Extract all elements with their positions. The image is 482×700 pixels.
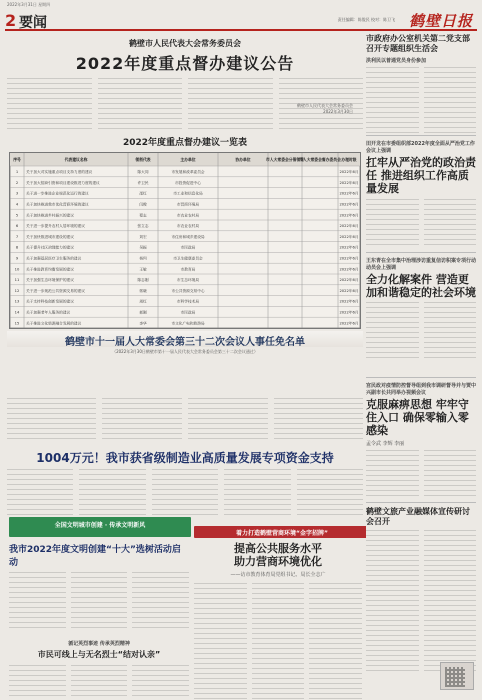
text-column	[71, 665, 128, 700]
table-cell: 王敏	[139, 267, 147, 272]
text-column	[309, 583, 362, 700]
table-cell: 11	[14, 278, 20, 283]
table-cell: 关于加大对实施重点项目支持力度的建议	[26, 170, 93, 175]
table-cell: 9	[15, 256, 19, 261]
martyr-article-title	[9, 640, 189, 660]
newspaper-header	[5, 9, 477, 31]
service-article	[194, 542, 362, 698]
announcement-signature	[297, 103, 353, 115]
table-cell: 2022年6月	[339, 278, 359, 283]
table-cell: 吴振	[139, 245, 147, 250]
right-top-subtitle: 洪利民以普通党员身份参加	[366, 58, 427, 64]
text-column	[424, 302, 477, 360]
table-cell: 2022年6月	[339, 180, 359, 185]
table-header-cell: 主办单位	[180, 157, 196, 163]
announcement-publisher: 鹤壁市人民代表大会常务委员会	[129, 39, 241, 48]
table-cell: 2022年6月	[339, 234, 359, 239]
covid-large-title: 克服麻痹思想 牢牢守住入口 确保零输入零感染	[366, 398, 469, 438]
announcement-title: 2022年度重点督办建议公告	[75, 54, 295, 73]
text-column	[98, 78, 183, 132]
table-cell: 7	[15, 234, 19, 239]
table-cell: 关于推进文化旅游融合发展的建议	[26, 321, 82, 326]
business-banner-text: 着力打造鹤壁营商环境“金字招牌”	[236, 530, 328, 537]
covid-small-title: 宫民政对疫情防控督导组到我市调研督导并与贾中兴副市长共同举办视频会议	[366, 383, 477, 396]
issue-date: 2022年3月31日 星期四	[7, 2, 51, 7]
text-column	[366, 67, 419, 135]
petition-article	[366, 252, 476, 370]
table-cell: 市营商环境局	[176, 202, 200, 207]
table-cell: 市生态环境局	[176, 278, 200, 283]
service-title-line-1: 提高公共服务水平	[234, 542, 322, 555]
petition-large-title: 全力化解案件 营造更加和谐稳定的社会环境	[366, 273, 476, 300]
table-header-cell: 协办单位	[235, 157, 251, 163]
text-column	[424, 67, 477, 135]
table-cell: 15	[14, 321, 20, 326]
text-column	[424, 450, 477, 500]
section-name: 要闻	[19, 15, 47, 31]
covid-author: 孟令武 李辉 李丽	[366, 440, 405, 447]
table-cell: 郭晓	[139, 288, 147, 293]
party-large-title: 扛牢从严治党的政治责任 推进组织工作高质量发展	[366, 156, 476, 196]
table-cell: 2	[15, 180, 19, 185]
table-cell: 市公共资源交易中心	[171, 288, 205, 293]
table-cell: 市工业和信息化局	[173, 191, 203, 196]
table-cell: 关于加强老年人服务的建议	[26, 310, 71, 315]
text-column	[252, 583, 305, 700]
left-content	[7, 34, 363, 698]
table-cell: 陈志刚	[137, 278, 149, 283]
table-cell: 市文化广电和旅游局	[171, 321, 205, 326]
text-column	[424, 199, 477, 249]
table-cell: 市科学技术局	[176, 299, 200, 304]
qr-code-icon	[440, 662, 474, 690]
table-cell: 市住房和城乡建设局	[171, 234, 205, 239]
table-cell: 关于进一步提升农村人居环境的建议	[26, 224, 85, 229]
text-column	[297, 469, 363, 517]
civilization-banner-text: 全国文明城市创建 · 传承文明新风	[54, 522, 146, 529]
table-cell: 14	[14, 310, 20, 315]
table-cell: 13	[14, 299, 20, 304]
martyr-text	[9, 665, 189, 700]
table-cell: 李华	[139, 321, 147, 326]
service-subtitle: ——访市教育体育局党组书记、局长全志广	[230, 572, 326, 579]
table-cell: 2022年6月	[339, 267, 359, 272]
table-cell: 4	[15, 202, 19, 207]
table-cell: 关于加快推进乡村振兴的建议	[26, 213, 74, 218]
table-cell: 程志	[139, 213, 147, 218]
table-cell: 2022年6月	[339, 310, 359, 315]
martyr-subtitle: 循记英烈事迹 传承英烈精神	[68, 641, 130, 647]
right-top-title: 市政府办公室机关第二党支部召开专题组织生活会	[366, 34, 470, 53]
martyr-title: 市民可线上与无名烈士“结对认亲”	[37, 650, 161, 659]
text-column	[366, 302, 419, 360]
table-title: 2022年度重点督办建议一览表	[122, 138, 248, 148]
table-header-cell: 市人大常委会督办委员会	[299, 157, 341, 163]
text-column	[132, 665, 189, 700]
table-header-cell: 领衔代表	[135, 157, 151, 163]
table-cell: 关于加强生态环境保护的建议	[26, 278, 74, 283]
text-column	[79, 469, 145, 517]
text-column	[132, 572, 189, 632]
fund-text	[7, 469, 363, 517]
table-cell: 2022年6月	[339, 224, 359, 229]
tourism-text	[366, 530, 476, 672]
signature-date: 2022年3月30日	[323, 109, 353, 114]
table-cell: 2022年6月	[339, 321, 359, 326]
business-banner	[194, 526, 370, 538]
table-cell: 邵红	[139, 191, 147, 196]
covid-text	[366, 450, 476, 500]
table-cell: 2022年6月	[339, 245, 359, 250]
right-content	[366, 34, 476, 698]
table-cell: 许卫民	[137, 180, 149, 185]
table-cell: 5	[15, 213, 19, 218]
right-top-text	[366, 67, 476, 135]
service-text	[194, 583, 362, 700]
table-cell: 市发展和改革委员会	[171, 170, 205, 175]
party-small-title: 田开龙在市委组织部2022年度全面从严治党工作会议上强调	[366, 141, 475, 154]
table-cell: 周红	[139, 299, 147, 304]
table-cell: 闫俊	[139, 202, 147, 207]
text-column	[7, 78, 92, 132]
table-cell: 郝刚	[139, 310, 147, 315]
table-cell: 关于进一步规范公共资源交易的建议	[26, 288, 85, 293]
table-cell: 2022年6月	[339, 288, 359, 293]
text-column	[366, 530, 419, 672]
text-column	[102, 398, 182, 442]
table-header-cell: 序号	[13, 157, 21, 163]
text-column	[9, 572, 66, 632]
text-column	[152, 469, 218, 517]
table-cell: 2022年6月	[339, 170, 359, 175]
table-header-cell: 市人大常委会分管领导	[266, 157, 304, 163]
table-cell: 市农业农村局	[176, 213, 200, 218]
table-cell: 关于加快推进城市建设的建议	[26, 234, 74, 239]
table-cell: 陈大同	[137, 170, 149, 175]
table-header-cell: 代表建议名称	[64, 157, 88, 163]
table-cell: 关于加强基层医疗卫生服务的建议	[26, 256, 82, 261]
text-column	[7, 469, 73, 517]
table-cell: 市卫生健康委员会	[173, 256, 203, 261]
right-top-article	[366, 34, 476, 130]
fund-article	[7, 449, 363, 514]
personnel-subtitle: （2022年3月30日鹤壁市第十一届人民代表大会常务委员会第三十二次会议通过）	[112, 349, 258, 354]
table-cell: 市农业农村局	[176, 224, 200, 229]
table-cell: 关于加快推进我市优化营商环境的建议	[26, 202, 89, 207]
party-discipline-article	[366, 135, 476, 245]
service-title-line-2: 助力营商环境优化	[234, 555, 322, 569]
signature-publisher: 鹤壁市人民代表大会常务委员会	[297, 103, 353, 108]
text-column	[188, 78, 273, 132]
text-column	[366, 199, 419, 249]
table-cell: 2022年6月	[339, 202, 359, 207]
table-grid	[10, 153, 360, 328]
table-cell: 关于进一步推进企业规范化运行的建议	[26, 191, 89, 196]
table-cell: 张立志	[137, 224, 149, 229]
petition-small-title: 王东青在全市集中治理涉访重复信访积案专项行动动员会上强调	[366, 258, 477, 271]
table-cell: 关于支持科技创新发展的建议	[26, 299, 74, 304]
personnel-title: 鹤壁市十一届人大常委会第三十二次会议人事任免名单	[7, 331, 363, 347]
table-cell: 2022年6月	[339, 213, 359, 218]
civilization-text	[9, 572, 189, 632]
tourism-title: 鹤壁文旅产业融媒体宣传研讨会召开	[366, 507, 470, 526]
petition-text	[366, 302, 476, 360]
fund-title: 1004万元！我市获省级制造业高质量发展专项资金支持	[36, 451, 334, 465]
personnel-list	[7, 398, 363, 448]
table-cell: 关于提升社区治理能力的建议	[26, 245, 74, 250]
table-cell: 市民政局	[180, 245, 196, 250]
table-cell: 关于加大招商引资和项目建设推进力度的建议	[26, 180, 100, 185]
civilization-title: 我市2022年度文明创建“十大”选树活动启动	[9, 545, 181, 568]
editor-meta: 责任编辑：陈俊民 校对：陈卫飞	[337, 17, 395, 22]
service-title	[194, 542, 362, 568]
text-column	[366, 450, 419, 500]
text-column	[188, 398, 268, 442]
text-column	[424, 530, 477, 672]
text-column	[224, 469, 290, 517]
civilization-article	[9, 542, 189, 698]
text-column	[9, 665, 66, 700]
table-cell: 市投资促进中心	[175, 180, 201, 185]
table-header-cell: 办理时限	[341, 157, 357, 163]
table-cell: 市教育局	[180, 267, 196, 272]
table-cell: 杨珂	[139, 256, 147, 261]
civilization-banner	[9, 517, 191, 537]
table-cell: 6	[15, 224, 19, 229]
table-cell: 10	[14, 267, 20, 272]
table-cell: 12	[14, 288, 20, 293]
supervision-table	[9, 152, 361, 329]
table-cell: 8	[15, 245, 19, 250]
table-cell: 3	[15, 191, 19, 196]
covid-article	[366, 377, 476, 497]
table-cell: 市民政局	[180, 310, 196, 315]
table-cell: 刘宏	[139, 234, 147, 239]
table-cell: 关于推进教育均衡发展的建议	[26, 267, 74, 272]
table-cell: 1	[15, 170, 19, 175]
table-cell: 2022年6月	[339, 299, 359, 304]
text-column	[194, 583, 247, 700]
personnel-columns	[7, 398, 363, 442]
newspaper-logo: 鹤壁日报	[408, 12, 473, 30]
page-number: 2	[5, 11, 17, 30]
text-column	[7, 398, 96, 442]
text-column	[274, 398, 363, 442]
table-cell: 2022年6月	[339, 191, 359, 196]
table-cell: 2022年6月	[339, 256, 359, 261]
party-text	[366, 199, 476, 249]
text-column	[71, 572, 128, 632]
